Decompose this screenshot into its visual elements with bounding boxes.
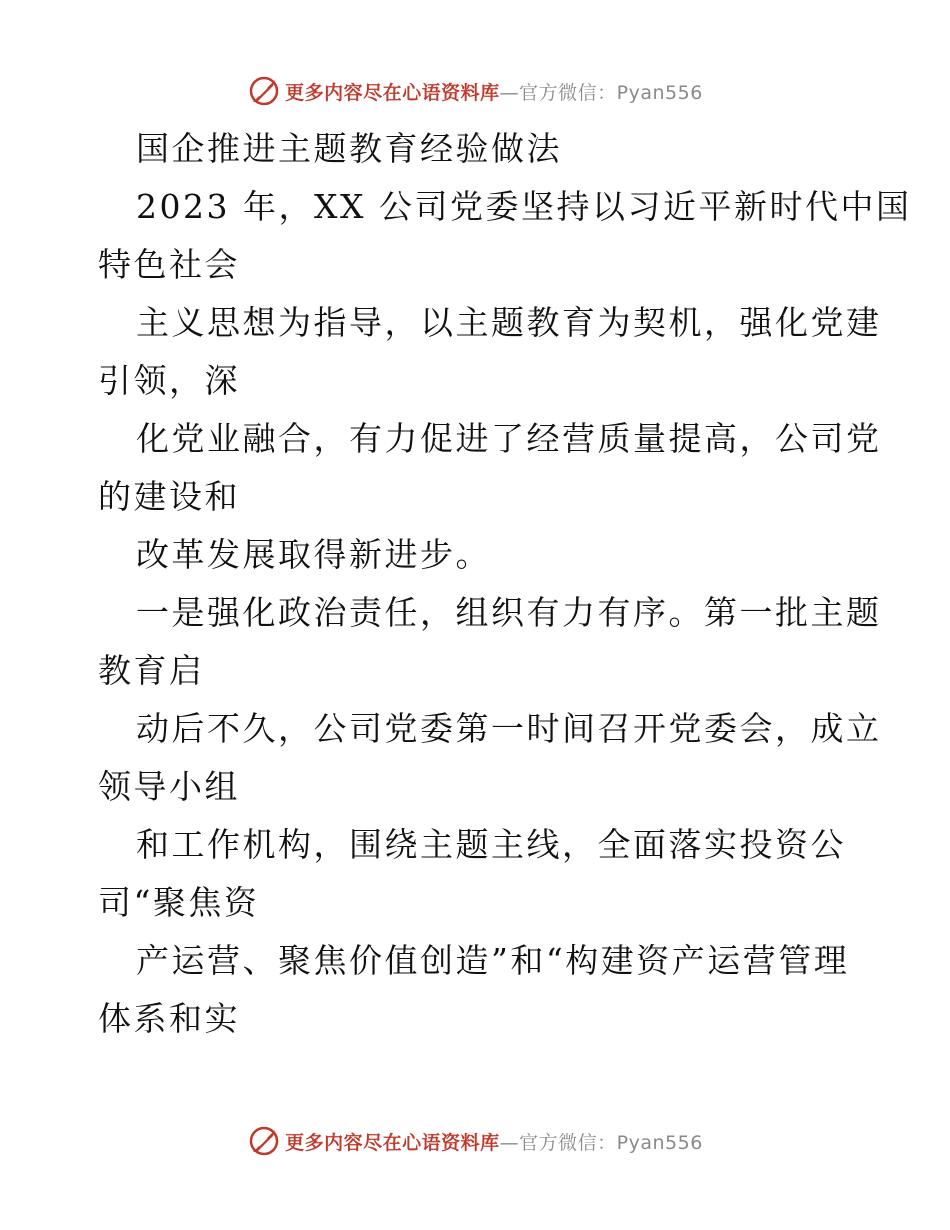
quill-logo-icon xyxy=(247,1124,281,1158)
watermark-wechat: —官方微信：Pyan556 xyxy=(499,81,703,104)
watermark-site-name: 更多内容尽在心语资料库 xyxy=(285,1131,500,1154)
text-line: 2023 年，XX 公司党委坚持以习近平新时代中国 xyxy=(136,187,912,226)
text-line: 引领，深 xyxy=(98,361,240,400)
text-line: 动后不久，公司党委第一时间召开党委会，成立 xyxy=(136,709,882,748)
text-line: 司“聚焦资 xyxy=(98,883,260,922)
text-line: 主义思想为指导，以主题教育为契机，强化党建 xyxy=(136,303,882,342)
text-line: 改革发展取得新进步。 xyxy=(136,535,491,574)
watermark-wechat: —官方微信：Pyan556 xyxy=(499,1131,703,1154)
text-line: 特色社会 xyxy=(98,245,240,284)
text-line: 和工作机构，围绕主题主线，全面落实投资公 xyxy=(136,825,846,864)
text-line: 产运营、聚焦价值创造”和“构建资产运营管理 xyxy=(136,941,850,980)
text-line: 的建设和 xyxy=(98,477,240,516)
text-line: 化党业融合，有力促进了经营质量提高，公司党 xyxy=(136,419,882,458)
footer-watermark xyxy=(0,1124,950,1158)
text-line: 一是强化政治责任，组织有力有序。第一批主题 xyxy=(136,593,882,632)
quill-logo-icon xyxy=(247,74,281,108)
document-body xyxy=(98,120,912,1048)
text-line: 领导小组 xyxy=(98,767,240,806)
text-line: 体系和实 xyxy=(98,999,240,1038)
header-watermark xyxy=(0,74,950,108)
watermark-site-name: 更多内容尽在心语资料库 xyxy=(285,81,500,104)
document-title: 国企推进主题教育经验做法 xyxy=(136,129,562,168)
text-line: 教育启 xyxy=(98,651,205,690)
